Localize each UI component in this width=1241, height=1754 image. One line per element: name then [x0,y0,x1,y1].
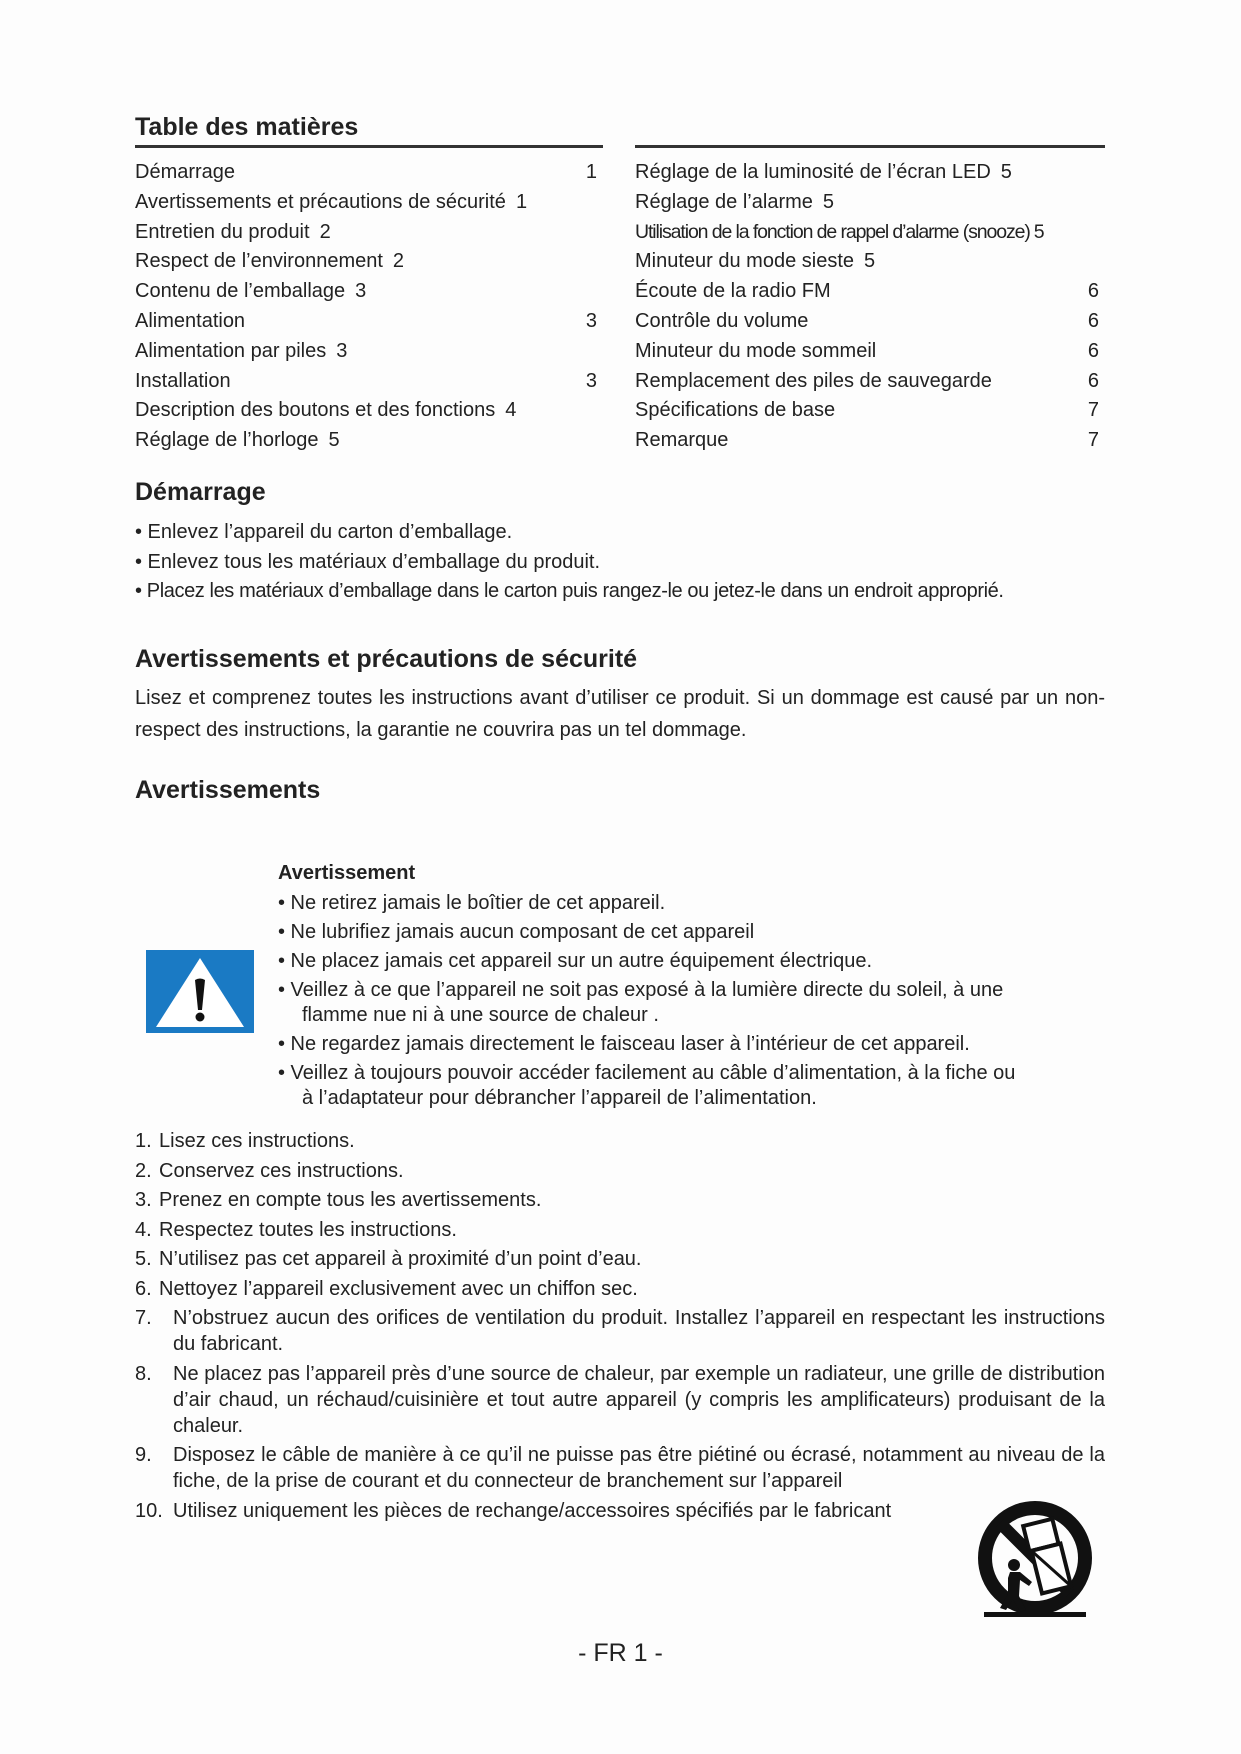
instruction-item [135,1305,1105,1357]
warning-items [278,891,1108,1111]
instruction-number: 2. [135,1159,152,1182]
toc-entry-label: Alimentation par piles [135,339,327,362]
toc-entry[interactable] [635,367,1105,397]
toc-entry-label: Description des boutons et des fonctions [135,399,496,422]
toc-entry[interactable] [635,158,1105,188]
instruction-item [135,1442,1105,1494]
securite-paragraph: Lisez et comprenez toutes les instructions avant d’utiliser ce produit. Si un dommage est causé par un non-respect des instructions, la garantie ne couvrira pas un tel dommage. [135,687,1105,741]
instruction-number: 7. [135,1307,152,1329]
instructions-list [135,1128,1105,1527]
section-heading-demarrage: Démarrage [135,478,266,506]
toc-left-column [135,112,603,456]
section-heading-avertissements: Avertissements [135,776,321,804]
toc-right-column [635,112,1105,456]
toc-entry[interactable] [635,426,1105,456]
toc-entry-label: Démarrage [135,161,236,183]
section-heading-securite: Avertissements et précautions de sécurité [135,645,638,673]
warning-item-text: • Ne retirez jamais le boîtier de cet appareil. [278,892,666,914]
toc-entry-label: Avertissements et précautions de sécurité [135,190,506,213]
instruction-text: N’utilisez pas cet appareil à proximité d’un point d’eau. [159,1248,642,1270]
toc-entry-label: Remarque [635,429,729,452]
toc-entry-label: Installation [135,369,231,392]
toc-entry-page: 5 [864,250,876,273]
toc-entry-label: Alimentation [135,309,246,332]
instruction-item [135,1246,1105,1272]
toc-entry[interactable] [135,277,603,307]
toc-entry-label: Minuteur du mode sommeil [635,339,877,362]
warning-item [278,920,1108,945]
warning-item-text: • Veillez à toujours pouvoir accéder facilement au câble d’alimentation, à la fiche ou [278,1062,1016,1084]
instruction-text: Ne placez pas l’appareil près d’une source de chaleur, par exemple un radiateur, une grille de distribution d’air chaud, un réchaud/cuisinière et tout autre appareil (y compris les amplificateurs) produisant de la chaleur. [173,1362,1105,1437]
instruction-text: N’obstruez aucun des orifices de ventilation du produit. Installez l’appareil en respectant les instructions du fabricant. [173,1307,1105,1355]
instruction-item [135,1128,1105,1154]
warning-item [278,978,1108,1028]
toc-entry-label: Réglage de la luminosité de l’écran LED [635,161,991,183]
toc-entry-page: 1 [515,190,528,213]
warning-item-text: • Ne regardez jamais directement le faisceau laser à l’intérieur de cet appareil. [278,1033,970,1055]
toc-entry[interactable] [635,218,1105,248]
toc-entry[interactable] [635,307,1105,337]
toc-entry[interactable] [135,396,603,426]
instruction-number: 1. [135,1130,152,1152]
warning-item-text: • Veillez à ce que l’appareil ne soit pas exposé à la lumière directe du soleil, à une [278,979,1004,1001]
toc-entry[interactable] [635,337,1105,367]
bullet-item: • Enlevez l’appareil du carton d’emballage. [135,521,513,543]
warning-triangle-icon [146,950,254,1033]
warning-box-title: Avertissement [278,862,416,884]
toc-entry[interactable] [135,337,603,367]
toc-entry-page: 4 [505,399,517,422]
toc-entry[interactable] [135,367,603,397]
toc-entry-page: 6 [1087,339,1099,362]
toc-title: Table des matières [135,112,603,148]
instruction-number: 10. [135,1499,163,1522]
toc-title-rule [635,112,1105,148]
warning-item [278,891,1108,916]
bullet-item: • Enlevez tous les matériaux d’emballage du produit. [135,550,601,573]
instruction-item [135,1276,1105,1302]
instruction-text: Prenez en compte tous les avertissements. [159,1189,542,1211]
instruction-text: Utilisez uniquement les pièces de rechange/accessoires spécifiés par le fabricant [173,1499,892,1522]
toc-entry[interactable] [635,188,1105,218]
warning-item-continuation: flamme nue ni à une source de chaleur . [302,1004,659,1026]
toc-entry-page: 3 [336,339,348,362]
toc-entry-page: 5 [1000,161,1012,183]
toc-entry-page: 5 [328,429,340,452]
demarrage-bullets [135,518,1105,607]
toc-entry[interactable] [135,218,603,248]
toc-right-list [635,158,1105,456]
toc-entry-label: Respect de l’environnement [135,250,383,273]
toc-entry-page: 1 [585,161,597,183]
toc-entry-page: 6 [1087,280,1099,303]
toc-entry-page: 3 [585,309,597,332]
toc-entry-label: Contenu de l’emballage [135,280,346,303]
toc-entry-page: 5 [1033,220,1044,243]
toc-entry-label: Entretien du produit [135,220,310,243]
toc-entry[interactable] [635,277,1105,307]
page-number: - FR 1 - [578,1639,663,1667]
toc-entry[interactable] [135,426,603,456]
instruction-number: 8. [135,1362,152,1385]
warning-item [278,949,1108,974]
toc-entry-page: 7 [1087,399,1099,422]
instruction-item [135,1498,1105,1524]
warning-box [278,862,1108,1115]
toc-entry[interactable] [135,158,603,188]
toc-entry-label: Réglage de l’horloge [135,429,319,452]
warning-item [278,1032,1108,1057]
toc-entry-label: Spécifications de base [635,399,836,422]
toc-entry[interactable] [635,396,1105,426]
cart-tip-over-warning-icon [974,1500,1096,1622]
toc-entry-page: 2 [319,220,331,243]
warning-item-text: • Ne placez jamais cet appareil sur un autre équipement électrique. [278,950,872,972]
instruction-text: Nettoyez l’appareil exclusivement avec un chiffon sec. [159,1277,638,1300]
toc-entry-page: 3 [585,369,597,392]
toc-entry-page: 6 [1087,369,1099,392]
toc-entry-page: 2 [392,250,405,273]
toc-entry-label: Minuteur du mode sieste [635,250,855,273]
instruction-number: 4. [135,1218,152,1241]
instruction-number: 3. [135,1189,152,1211]
instruction-text: Disposez le câble de manière à ce qu’il ne puisse pas être piétiné ou écrasé, notamment au niveau de la fiche, de la prise de courant et du connecteur de branchement sur l’appareil [173,1444,1105,1492]
toc-entry-page: 7 [1087,429,1099,452]
toc-entry-label: Utilisation de la fonction de rappel d’alarme (snooze) [635,220,1030,243]
instruction-text: Conservez ces instructions. [159,1159,404,1182]
toc-entry-label: Remplacement des piles de sauvegarde [635,369,992,392]
bullet-item: • Placez les matériaux d’emballage dans le carton puis rangez-le ou jetez-le dans un endroit approprié. [135,580,1004,602]
instruction-number: 5. [135,1248,152,1270]
instruction-item [135,1361,1105,1439]
warning-item-text: • Ne lubrifiez jamais aucun composant de cet appareil [278,921,755,943]
instruction-item [135,1187,1105,1213]
toc-entry-page: 3 [355,280,367,303]
toc-entry-page: 6 [1087,309,1099,332]
instruction-text: Respectez toutes les instructions. [159,1218,457,1241]
warning-item-continuation: à l’adaptateur pour débrancher l’appareil de l’alimentation. [302,1087,817,1109]
toc-entry[interactable] [135,247,603,277]
toc-entry[interactable] [135,188,603,218]
toc-entry-label: Écoute de la radio FM [635,280,831,303]
instruction-item [135,1217,1105,1243]
toc-entry-label: Contrôle du volume [635,309,809,332]
toc-entry[interactable] [635,247,1105,277]
instruction-text: Lisez ces instructions. [159,1130,355,1152]
toc-entry-label: Réglage de l’alarme [635,190,813,213]
toc-left-list [135,158,603,456]
warning-item [278,1061,1108,1111]
instruction-item [135,1158,1105,1184]
toc-entry-page: 5 [822,190,835,213]
instruction-number: 9. [135,1444,152,1466]
instruction-number: 6. [135,1277,152,1300]
toc-entry[interactable] [135,307,603,337]
